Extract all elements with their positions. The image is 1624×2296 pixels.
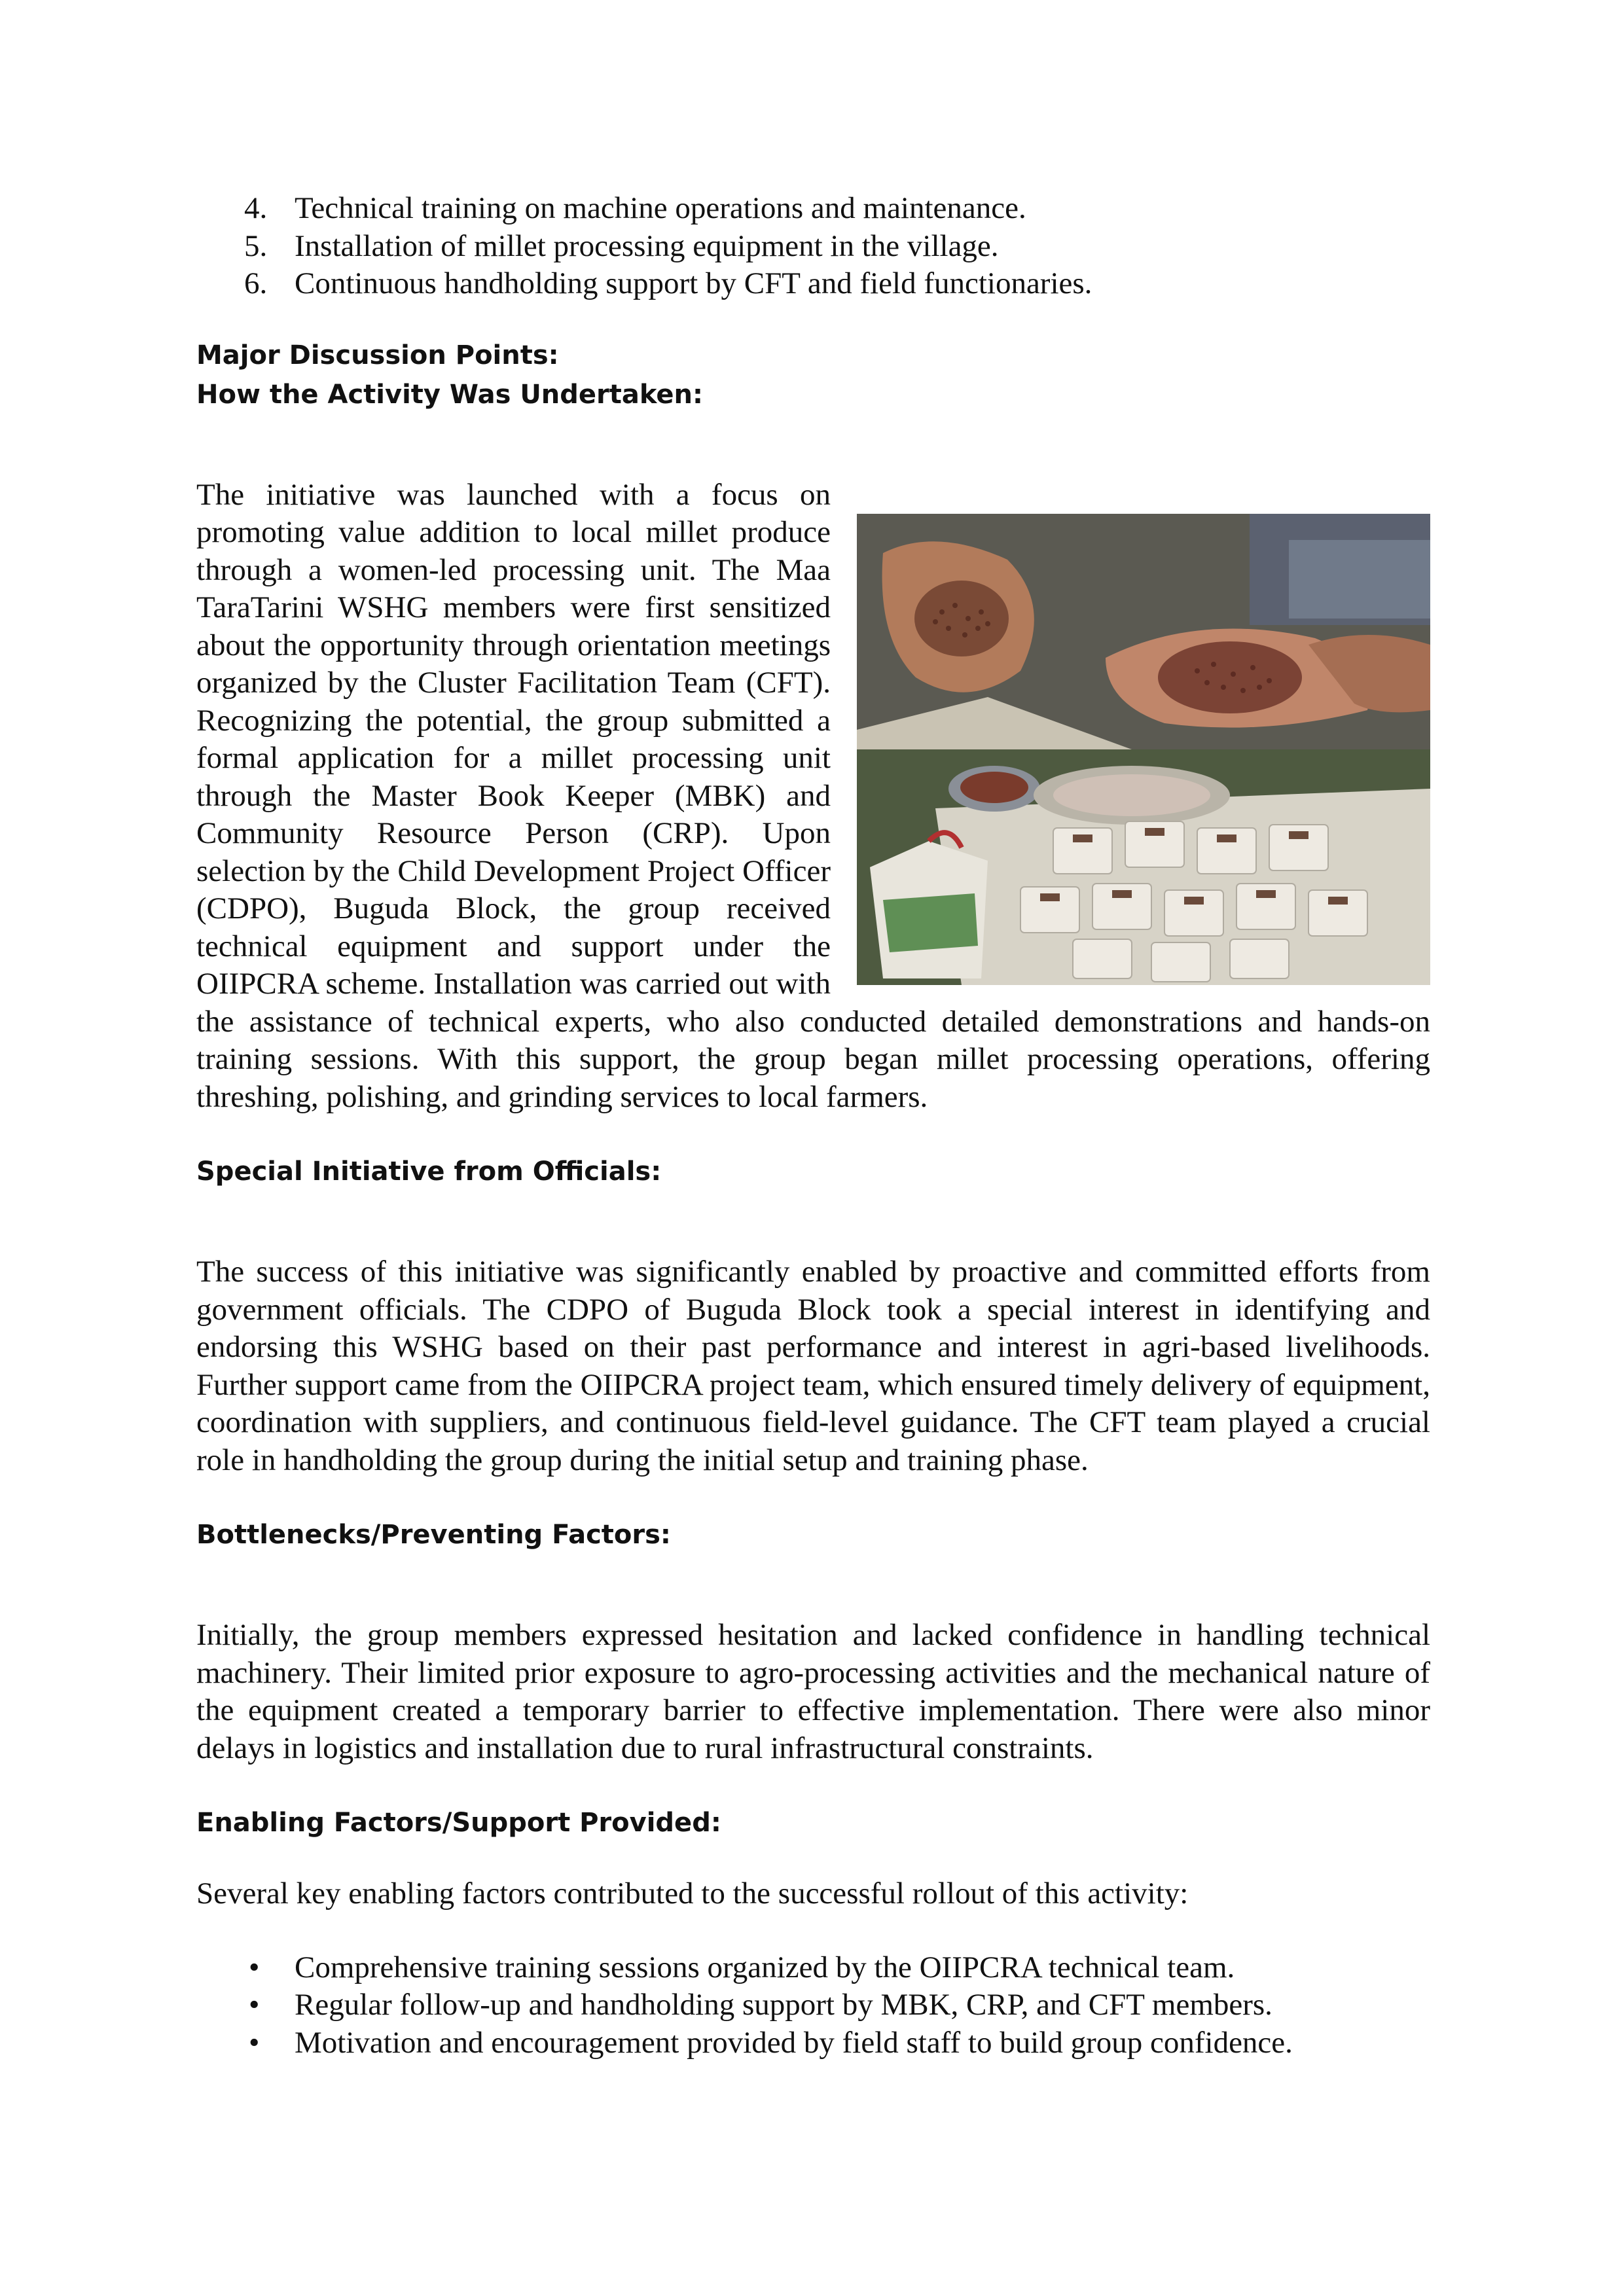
bullet-icon: • <box>249 2025 260 2060</box>
list-item: • Regular follow-up and handholding support by MBK, CRP, and CFT members. <box>196 1986 1430 2024</box>
list-item: 5. Installation of millet processing equipment in the village. <box>244 228 999 263</box>
document-page <box>196 190 1430 2062</box>
bottlenecks-paragraph: Initially, the group members expressed hesitation and lacked confidence in handling technical machinery. Their limited prior exposure to agro-processing activities and the mechanical nature of the equipment created a temporary barrier to effective implementation. There were also minor delays in logistics and installation due to rural infrastructural constraints. <box>196 1618 1430 1765</box>
list-item: 6. Continuous handholding support by CFT and field functionaries. <box>244 266 1092 300</box>
heading-how-undertaken: How the Activity Was Undertaken: <box>196 379 704 410</box>
special-paragraph: The success of this initiative was significantly enabled by proactive and committed efforts from government officials. The CDPO of Buguda Block took a special interest in identifying and endorsing this WSHG based on their past performance and interest in agri-based livelihoods. Further support came from the OIIPCRA project team, which ensured timely delivery of equipment, coordination with suppliers, and continuous field-level guidance. The CFT team played a crucial role in handholding the group during the initial setup and training phase. <box>196 1255 1430 1477</box>
heading-major-discussion: Major Discussion Points: <box>196 340 559 370</box>
enabling-intro-paragraph: Several key enabling factors contributed to the successful rollout of this activity: <box>196 1876 1189 1910</box>
list-item: • Comprehensive training sessions organized by the OIIPCRA technical team. <box>196 1949 1430 1987</box>
millet-packets-photo <box>857 749 1430 985</box>
list-item: 4. Technical training on machine operations and maintenance. <box>244 191 1026 225</box>
enabling-points-list <box>196 1949 1430 2062</box>
millet-hands-photo <box>857 514 1430 749</box>
heading-special-initiative: Special Initiative from Officials: <box>196 1157 662 1187</box>
millet-photo-figure <box>857 514 1430 985</box>
steps-list <box>196 190 1430 303</box>
bullet-icon: • <box>249 1950 260 1984</box>
how-paragraph: The initiative was launched with a focus on promoting value addition to local millet produce through a women-led processing unit. The Maa TaraTarini WSHG members were first sensitized about the opportunity through orientation meetings organized by the Cluster Facilitation Team (CFT). Recognizing the potential, the group submitted a formal application for a millet processing unit through the Master Book Keeper (MBK) and Community Resource Person (CRP). Upon selection by the Child Development Project Officer (CDPO), Buguda Block, the group received technical equipment and support under the OIIPCRA scheme. Installation was carried out with the assistance of technical experts, who also conducted detailed demonstrations and hands-on training sessions. With this support, the group began millet processing operations, offering threshing, polishing, and grinding services to local farmers. <box>196 477 1430 1114</box>
bullet-icon: • <box>249 1988 260 2022</box>
list-item: • Motivation and encouragement provided by field staff to build group confidence. <box>196 2024 1430 2062</box>
heading-enabling-factors: Enabling Factors/Support Provided: <box>196 1808 721 1838</box>
heading-bottlenecks: Bottlenecks/Preventing Factors: <box>196 1520 671 1550</box>
how-section <box>196 476 1430 1117</box>
